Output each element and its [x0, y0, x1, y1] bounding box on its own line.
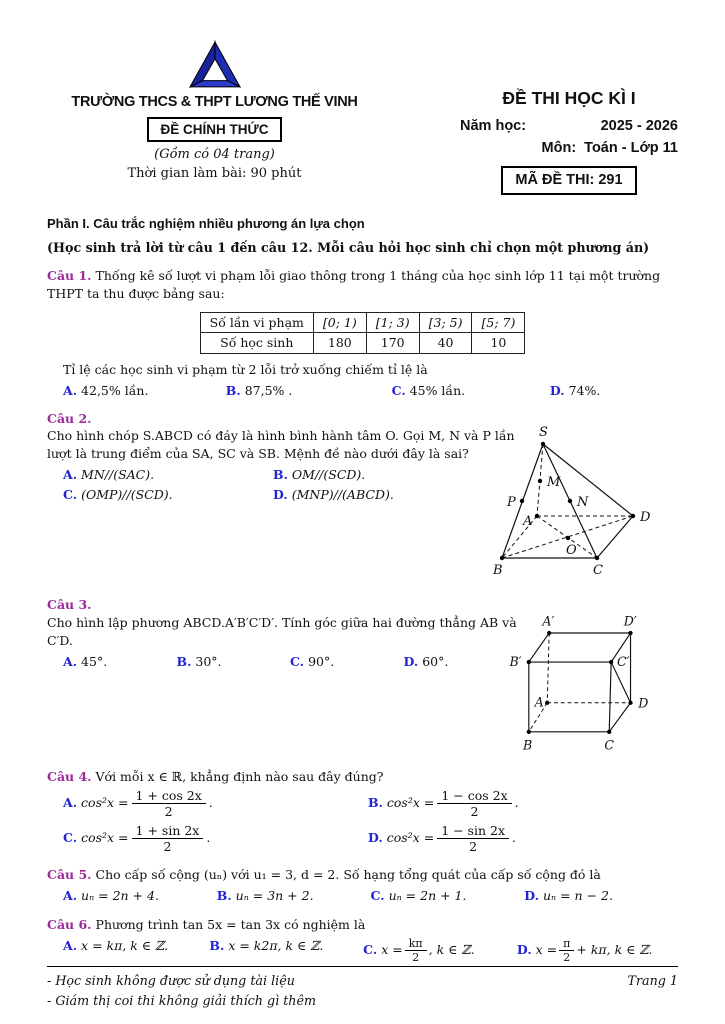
svg-text:N: N: [577, 494, 589, 510]
table-cell: 180: [313, 333, 366, 354]
question-4: [47, 768, 678, 854]
question-2: [47, 410, 678, 587]
option-d: D. cos²x = $\frac{1 - \sin 2x}{2}$ .: [368, 822, 516, 854]
year-value: 2025 - 2026: [600, 117, 678, 134]
year-label: Năm học:: [460, 117, 527, 134]
option-c: C. 45% lần.: [391, 382, 466, 398]
table-cell: 40: [419, 333, 472, 354]
table-row: [200, 312, 525, 333]
svg-text:D′: D′: [623, 613, 637, 629]
question-1: [47, 267, 678, 400]
option-d: D. uₙ = n − 2.: [524, 887, 613, 903]
table-header-cell: Số học sinh: [200, 333, 313, 354]
svg-text:C: C: [593, 562, 603, 578]
question-2-stem: Cho hình chóp S.ABCD có đáy là hình bình hành tâm O. Gọi M, N và P lần lượt là trung điểm của SA, SC và SB. Mệnh đề nào dưới đây là sai?: [47, 428, 515, 462]
question-3-label: Câu 3.: [47, 597, 92, 613]
question-4-options: [47, 788, 678, 854]
svg-text:P: P: [507, 494, 516, 510]
question-6-stem: Câu 6. Phương trình tan 5x = tan 3x có nghiệm là: [47, 917, 366, 933]
footer-note-2: - Giám thị coi thi không giải thích gì thêm: [47, 993, 317, 1009]
subject-label: Môn:: [541, 140, 577, 157]
section-note: (Học sinh trả lời từ câu 1 đến câu 12. Mỗi câu hỏi học sinh chỉ chọn một phương án): [47, 240, 650, 256]
svg-text:A′: A′: [542, 613, 555, 629]
question-5-stem: Câu 5. Cho cấp số cộng (uₙ) với u₁ = 3, d = 2. Số hạng tổng quát của cấp số cộng đó là: [47, 866, 601, 882]
svg-text:C′: C′: [616, 654, 630, 670]
svg-text:A: A: [534, 694, 544, 710]
option-b: B. x = k2π, k ∈ ℤ.: [209, 938, 324, 954]
frequency-table: [200, 312, 526, 355]
option-c: C. x = $\frac{k\pi}{2}$ , k ∈ ℤ.: [363, 937, 475, 965]
pyramid-figure: [481, 412, 681, 587]
svg-text:S: S: [539, 424, 548, 440]
svg-text:B′: B′: [509, 654, 522, 670]
question-3: [47, 596, 678, 762]
svg-text:M: M: [547, 474, 561, 490]
table-header-cell: Số lần vi phạm: [200, 312, 313, 333]
question-2-label: Câu 2.: [47, 410, 92, 426]
svg-text:B: B: [523, 737, 533, 753]
option-c: C. cos²x = $\frac{1 + \sin 2x}{2}$ .: [63, 822, 211, 854]
option-d: D. 60°.: [403, 653, 449, 669]
pages-note: (Gồm có 04 trang): [154, 146, 275, 162]
question-3-stem: Cho hình lập phương ABCD.A′B′C′D′. Tính góc giữa hai đường thẳng AB và C′D.: [47, 615, 517, 648]
header: [47, 40, 678, 195]
option-a: A. x = kπ, k ∈ ℤ.: [63, 938, 169, 954]
question-6-label: Câu 6.: [47, 917, 92, 933]
header-school-block: [47, 40, 382, 195]
option-a: A. 45°.: [63, 653, 108, 669]
question-5-options: [47, 887, 678, 905]
question-6-options: [47, 937, 678, 964]
option-b: B. uₙ = 3n + 2.: [216, 887, 314, 903]
question-5-label: Câu 5.: [47, 866, 92, 882]
question-1-stem: Câu 1. Thống kê số lượt vi phạm lỗi giao thông trong 1 tháng của học sinh lớp 11 tại một trường THPT ta thu được bảng sau:: [47, 268, 661, 301]
table-cell: 170: [366, 333, 419, 354]
option-c: C. (OMP)//(SCD).: [63, 486, 173, 502]
table-cell: [1; 3): [366, 312, 419, 333]
option-a: A. MN//(SAC).: [63, 466, 155, 482]
official-exam-badge: ĐỀ CHÍNH THỨC: [147, 117, 283, 142]
option-d: D. x = $\frac{\pi}{2}$ + kπ, k ∈ ℤ.: [516, 937, 653, 965]
option-c: C. 90°.: [290, 653, 335, 669]
question-4-stem: Câu 4. Với mỗi x ∈ ℝ, khẳng định nào sau đây đúng?: [47, 769, 384, 785]
school-year-row: [460, 116, 678, 137]
header-exam-block: [460, 86, 678, 195]
option-b: B. 87,5% .: [225, 382, 293, 398]
question-4-label: Câu 4.: [47, 769, 92, 785]
footer-note-1: - Học sinh không được sử dụng tài liệu: [47, 973, 295, 988]
option-a: A. 42,5% lần.: [63, 382, 149, 398]
table-cell: [0; 1): [313, 312, 366, 333]
option-a: A. uₙ = 2n + 4.: [63, 887, 159, 903]
school-logo-icon: [189, 40, 241, 90]
svg-text:A: A: [523, 513, 533, 529]
svg-text:O: O: [566, 542, 577, 558]
table-cell: [5; 7): [472, 312, 525, 333]
question-1-prompt: Tỉ lệ các học sinh vi phạm từ 2 lỗi trở xuống chiếm tỉ lệ là: [63, 362, 428, 378]
page-number: Trang 1: [627, 973, 678, 988]
page-footer: [47, 966, 678, 1010]
exam-title: ĐỀ THI HỌC KÌ I: [502, 88, 636, 108]
table-cell: [3; 5): [419, 312, 472, 333]
svg-text:D: D: [640, 509, 651, 525]
subject-row: [460, 138, 678, 159]
table-cell: 10: [472, 333, 525, 354]
question-1-label: Câu 1.: [47, 268, 92, 284]
cube-figure: [495, 602, 675, 762]
svg-text:C: C: [604, 737, 614, 753]
school-name: TRƯỜNG THCS & THPT LƯƠNG THẾ VINH: [71, 94, 358, 110]
svg-text:B: B: [493, 562, 503, 578]
question-6: [47, 916, 678, 964]
svg-text:D: D: [638, 695, 649, 711]
subject-value: Toán - Lớp 11: [584, 140, 678, 157]
exam-duration: Thời gian làm bài: 90 phút: [127, 166, 302, 182]
question-5: [47, 866, 678, 905]
option-c: C. uₙ = 2n + 1.: [370, 887, 467, 903]
option-b: B. OM//(SCD).: [273, 466, 366, 482]
question-1-options: [47, 382, 678, 400]
question-3-options: [47, 653, 517, 671]
table-row: [200, 333, 525, 354]
option-b: B. cos²x = $\frac{1 - \cos 2x}{2}$ .: [368, 787, 519, 819]
section-title: Phần I. Câu trắc nghiệm nhiều phương án lựa chọn: [47, 215, 365, 231]
option-d: D. (MNP)//(ABCD).: [273, 486, 394, 502]
option-a: A. cos²x = $\frac{1 + \cos 2x}{2}$ .: [63, 787, 213, 819]
question-2-options: [47, 466, 519, 504]
option-b: B. 30°.: [176, 653, 222, 669]
option-d: D. 74%.: [549, 382, 601, 398]
exam-code-badge: MÃ ĐỀ THI: 291: [501, 166, 636, 195]
